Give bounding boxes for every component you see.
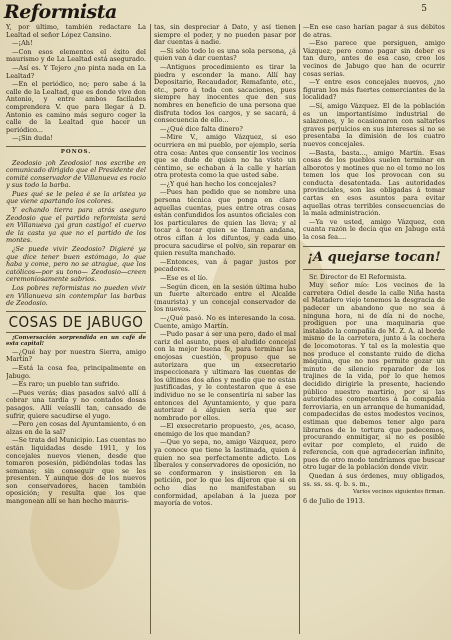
- poem-paragraph: Zeodosio ¡oh Zeodosio! nos escribe en comunicado dirigido que el Presidente del comité conservador de Villanueva es rocio y sus todo la barba.: [6, 158, 146, 190]
- article-headline: ¡A quejarse tocan!: [303, 246, 445, 270]
- paragraph: —¿Qué dice falta dinero?: [160, 124, 243, 133]
- column-rule: [150, 24, 151, 634]
- paragraph: —¡Sin duda!: [12, 134, 53, 143]
- letter-signature: Varios vecinos siguientes firman.: [353, 489, 445, 496]
- article-subhead: ¡Conversación sorprendida en un café de esta capital!: [6, 334, 146, 348]
- paragraph: —Mire V., amigo Vázquez, si eso ocurriera en mi pueblo, por ejemplo, sería otra cosa: Antes que consentir los vecinos que se dude de quien no ha visto un céntimo, se echaban á la calle y harían otra protesta como la que usted sabe.: [154, 133, 296, 180]
- paragraph: —Sí, amigo Vázquez. El de la población es un importantísimo industrial de salazones, y le ocasionaron con saltarles graves perjuicios en sus intereses si no se presentaba la dimisión de los cuatro nuevos concejales.: [303, 101, 445, 148]
- paragraph: —¿Qué pasó. No es interesando la cosa. Cuente, amigo Martín.: [154, 313, 296, 330]
- masthead-title: Reformista: [4, 1, 117, 23]
- paragraph: —Ya ve usted, amigo Vázquez, con cuanta razón le decía que en Jabugo está la cosa fea....: [303, 217, 445, 242]
- poem-paragraph: ¿Se puede vivir Zeodosio? Digieré ya que dice tener buen estómago, lo que haba y come, pero no se atrague, que los católicos—por su tono— Zeodosio—creen ceremoniosamente sabrios.: [6, 245, 146, 284]
- letter-salutation: Sr. Director de El Reformista.: [309, 272, 407, 281]
- paragraph: tas, sin despreciar á Dato, y así tienen siempre el poder, y no pueden pasar por dar cuentas á nadie.: [154, 24, 296, 47]
- paragraph: —¿Y qué han hecho los concejales?: [160, 179, 277, 188]
- page-number: 5: [421, 4, 427, 14]
- paragraph: —Según dicen, en la sesión última hubo un fuerte altercado entre el Alcalde (maurista) y un concejal conservador de los nuevos.: [154, 282, 296, 314]
- paragraph: —Pero ¿en cosas del Ayuntamiento, ó en alzas en de la sal?: [6, 420, 146, 436]
- paragraph: —Pues han pedido que se nombre una persona técnica que ponga en claro aquellas cuentas, pues entre otras cosas están confundidos los asuntos oficiales con los particulares de quien las lleva; y al tocar á tocar quien se llaman andana, otros ciflan á los difuntos, y cada uno procura sacudirse el polvo, sin reparar en quien resulta manchado.: [154, 188, 296, 258]
- poem-paragraph: Los pobres reformistas no pueden vivir en Villanueva sin contemplar las barbas de Zeodosio.: [6, 284, 146, 308]
- paragraph: —El exsecretario propuesto, ¿es, acaso, enemigo de los que mandan?: [154, 422, 296, 438]
- dateline: 6 de Julio de 1913.: [303, 496, 365, 505]
- masthead: [4, 0, 154, 24]
- paragraph: —Si sólo todo lo es una sola persona, ¿á quien van á dar cuentas?: [154, 46, 296, 63]
- paragraph: —Antiguos procedimiento es tirar la piedra y esconder la mano. Allí hay Depositario, Recaudador, Remafante, etc., etc., pero á toda con sacaciones, pues siempre hay inocentes que den sus nombres en beneficio de una persona que disfruta todos los cargos, y se sacará, á consecuencia de ello...: [154, 62, 296, 125]
- column-rule: [299, 24, 300, 634]
- paragraph: Quedan á sus órdenes, muy obligados, ss. ss. ss. q. b. s. m.,: [303, 472, 445, 488]
- column-1: [6, 24, 146, 636]
- paragraph: —Basta, basta..., amigo Martín. Esas cosas de los pueblos suelen terminar en alborotos y motines que no el tomo no los temen los que los provocan con su conducta desatentada. Las autoridades provinciales, son las obligadas á tomar cartas en esos asuntos para evitar aquellas otras terribles consecuencias de la mala administración.: [303, 148, 445, 218]
- article-headline: COSAS DE JABUGO: [6, 311, 146, 333]
- paragraph: —¡Ah!: [12, 39, 33, 48]
- paragraph: —Se trata del Municipio. Las cuentas no están liquidadas desde 1911, y los concejales nuevos vienen, desde que tomaron posesión, pidiéndolas todas las semanas; sin conseguir que se les presenten. Y aunque dos de los nuevos son conservadores, hacen también oposición; y resulta que los que mangonean allí se han hecho mauris-: [6, 436, 146, 506]
- paragraph: Y, por último, también redactare La Lealtad el señor López Cansino.: [6, 24, 146, 39]
- column-2: [154, 24, 296, 636]
- section-separator: PONOS.: [6, 146, 146, 157]
- paragraph: —Ese es el lío.: [160, 274, 208, 282]
- paragraph: —Entonces, van á pagar justos por pecadores.: [154, 257, 296, 274]
- paragraph: —Y entre esos concejales nuevos, ¿no figuran los más fuertes comerciantes de la localidad?: [303, 78, 445, 102]
- poem-paragraph: Pues qué se le pelea é se la arlstea ya que viene apartando los colores.: [6, 189, 146, 206]
- paragraph: —Está la cosa fea, principalmente en Jabugo.: [6, 363, 146, 380]
- paragraph: —¿Qué hay por nuestra Sierra, amigo Martín?: [6, 347, 146, 364]
- column-3: [303, 24, 445, 636]
- paragraph: —Es raro; un pueblo tan sufrido.: [12, 380, 120, 389]
- paragraph: Muy señor mío: Los vecinos de la carretera Odiel desde la calle Niña hasta el Matadero viejo tenemos la desgracia de padecer un abandono que no sea á ninguna hora, ni de día ni de noche, prodiguen por una maquinaria que instalado la compañía de M. Z. A. al borde mismo de la carretera, junto á la cochera de locomotoras. Y tal es la molestia que nos produce el constante ruido de dicha máquina, que no nos permite gozar un minuto de silencio reparador de los trajines de la vida, por lo que hemos decidido dirigirle la presente, haciendo público nuestro martirio, por si las autoridades competentes á la compañía ferroviaria, en un arranque de humanidad, compadecidas de estos modestos vecinos, estiman que debemos tener algo para librarnos de lo tortura que padecemos, procurando enmitigar, si no es posible evitar por completo, el ruido de referencia, con que agradecerían infinito, pues de otro modo tendríamos que buscar otro lugar de la población donde vivir.: [303, 281, 445, 472]
- paragraph: —En ese caso harían pagar á sus débitos de atras.: [303, 24, 445, 39]
- paragraph: —En el periódico, no; pero sabe á la calle de la Lealtad, que es donde vive don Antonio, y entre ambos facilades comprendera V. que para llegar á D. Antonio es camino más seguro coger la calle de la Lealtad que hacer un periódico...: [6, 80, 146, 134]
- poem-paragraph: Y echando tierra para atrás aseguro Zeodosio que el partido reformista será en Villanueva ¡yá gran castigo! el cuervo de la casta ya que no el partido de los montes.: [6, 206, 146, 245]
- paragraph: —Eso parece que persiguen, amigo Vázquez; pero como pagar sin deber es tan duro, antes de esa caso, creo los vecinos de Jabugo que han de ocurrir cosas serias.: [303, 39, 445, 78]
- paragraph: —Pudo pasar á ser una pero, dado el mal cariz del asunto, pues el aludido concejal con la mejor buena fe, para terminar las enojosas cuestión, propuso que se autorizara que un exsecretario inspeccionara y ultimara las cuentas de los últimos dos años y medio que no están justificadas, y le contestaron que á ese individuo no se le consentiría ni saber las entonces del Ayuntamiento, y que para autorizar á alguien sería que ser nombrado por ellos.: [154, 330, 296, 422]
- paragraph: —Con esos elementos el éxito del maurismo y de La Lealtad está asegurado.: [6, 47, 146, 64]
- paragraph: —Que yo sepa, no, amigo Vázquez, pero ya conoce que tiene la lastimada, quien á quien no sea perfectamente adicto. Los liberales y conservadores de oposición, no se conformaron y insistieron en la petición, por lo que les dijeron que si en ocho días no manifestaban su conformidad, apelaban á la jueza por mayoría de votos.: [154, 438, 296, 508]
- paragraph: —Así es. Y Tejero ¿no pinta nada en La Lealtad?: [6, 63, 146, 80]
- paragraph: —Pues verás; dias pasados salvó allí á cobrar una tardía y no contados dosas pasagos. Allí veíasllí tan, cansado de sufrir, quiere sacudirse el yugo.: [6, 388, 146, 420]
